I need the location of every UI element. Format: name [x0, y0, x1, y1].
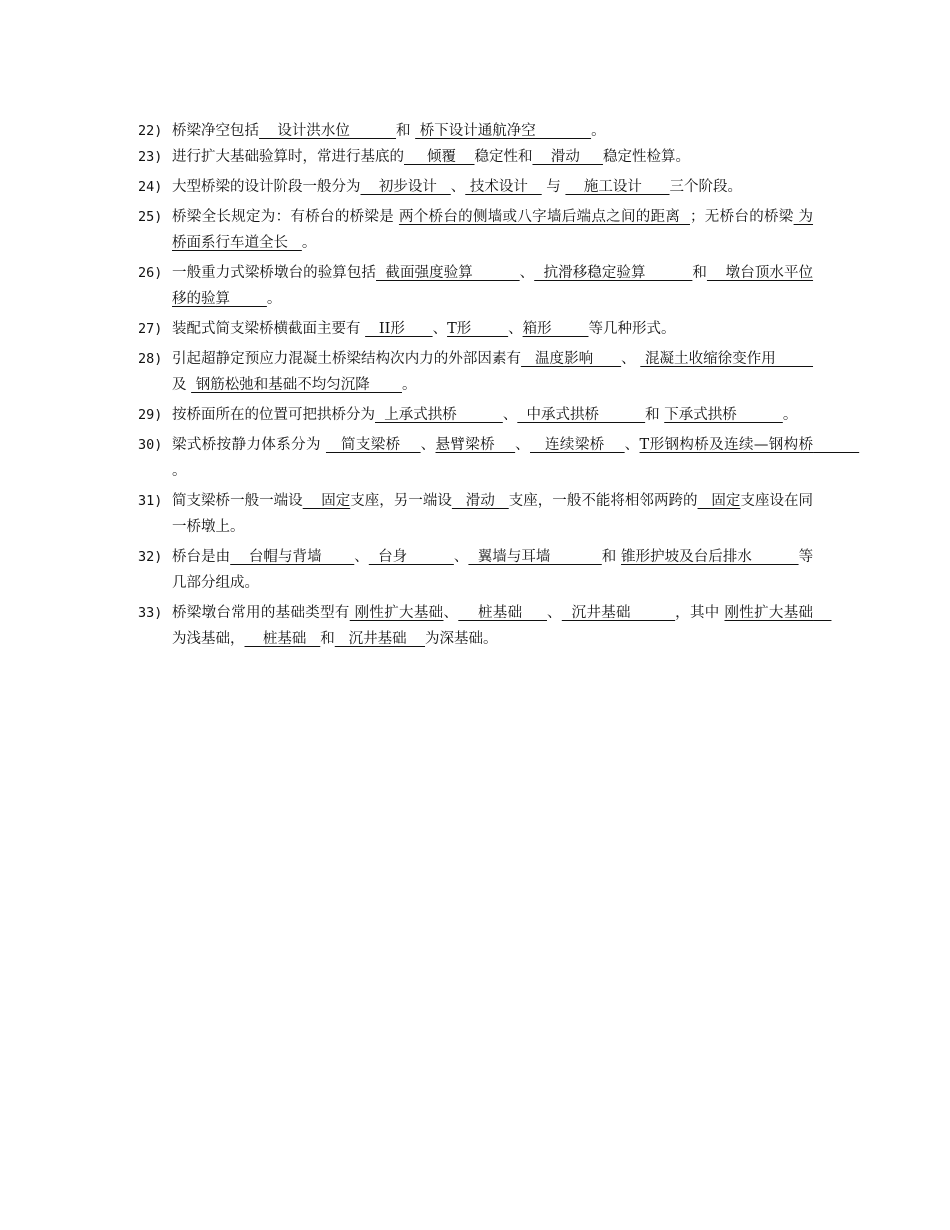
question-fragment: 与	[541, 179, 566, 195]
question-number: 33)	[138, 605, 163, 621]
question-text	[172, 488, 813, 540]
question-fragment: 按桥面所在的位置可把拱桥分为	[172, 407, 375, 423]
answer-blank: 沉井基础	[561, 605, 676, 621]
question-item	[138, 316, 813, 342]
question-number: 32)	[138, 549, 163, 565]
answer-blank: 桥下设计通航净空	[415, 123, 592, 139]
answer-blank: 连续梁桥	[530, 437, 625, 453]
question-item	[138, 432, 860, 484]
answer-blank: 技术设计	[465, 179, 542, 195]
question-number: 23)	[138, 149, 163, 165]
question-fragment: 支座，另一端设	[350, 493, 452, 509]
question-fragment: 。	[172, 463, 187, 479]
answer-blank: 倾覆	[404, 149, 475, 165]
question-item	[138, 144, 813, 170]
question-fragment: 桥台是由	[172, 549, 231, 565]
question-fragment: 。	[266, 291, 282, 307]
answer-blank: T形	[447, 321, 509, 337]
question-text	[172, 204, 813, 256]
question-fragment: 和	[396, 123, 416, 139]
question-list	[138, 118, 860, 656]
question-fragment: 、	[420, 437, 436, 453]
question-fragment: 为浅基础，	[172, 631, 245, 647]
question-fragment: 及	[172, 377, 192, 393]
question-fragment: 和	[601, 549, 621, 565]
question-number: 29)	[138, 407, 163, 423]
answer-blank: 初步设计	[360, 179, 451, 195]
question-text	[172, 402, 813, 428]
question-fragment: 简支梁桥一般一端设	[172, 493, 303, 509]
question-item	[138, 544, 813, 596]
question-fragment: 和	[320, 631, 335, 647]
question-fragment: ；无桥台的桥梁	[689, 209, 794, 225]
answer-blank: 钢筋松弛和基础不均匀沉降	[191, 377, 402, 393]
question-fragment: 等几部分组成。	[172, 549, 814, 591]
answer-blank: 截面强度验算	[376, 265, 520, 281]
question-fragment: ，其中	[675, 605, 725, 621]
question-text	[172, 260, 813, 312]
question-fragment: 。	[301, 235, 317, 251]
answer-blank: 简支梁桥	[325, 437, 421, 453]
question-fragment: 和	[692, 265, 707, 281]
question-item	[138, 402, 813, 428]
question-item	[138, 488, 813, 540]
answer-blank: 固定	[697, 493, 741, 509]
answer-blank: 上承式拱桥	[375, 407, 503, 423]
question-fragment: 、	[443, 605, 459, 621]
answer-blank: 悬臂梁桥	[435, 437, 516, 453]
question-fragment: 进行扩大基础验算时，常进行基底的	[172, 149, 404, 165]
answer-blank: 施工设计	[565, 179, 670, 195]
question-item	[138, 346, 813, 398]
question-number: 30)	[138, 437, 163, 453]
question-fragment: 梁式桥按静力体系分为	[172, 437, 326, 453]
question-fragment: 和	[645, 407, 665, 423]
question-fragment: 。	[782, 407, 798, 423]
answer-blank: II形	[365, 321, 433, 337]
answer-blank: 桩基础	[458, 605, 547, 621]
question-text	[172, 544, 813, 596]
answer-blank: 下承式拱桥	[664, 407, 783, 423]
question-fragment: 稳定性和	[474, 149, 533, 165]
question-number: 22)	[138, 123, 163, 139]
question-fragment: 桥梁全长规定为：有桥台的桥梁是	[172, 209, 399, 225]
answer-blank: 滑动	[451, 493, 509, 509]
question-fragment: 一般重力式梁桥墩台的验算包括	[172, 265, 377, 281]
answer-blank: 中承式拱桥	[517, 407, 646, 423]
question-number: 28)	[138, 351, 163, 367]
question-fragment: 为深基础。	[425, 631, 498, 647]
question-text	[172, 600, 832, 652]
question-fragment: 。	[591, 123, 606, 139]
question-fragment: 、	[519, 265, 535, 281]
question-item	[138, 260, 813, 312]
question-fragment: 、	[502, 407, 518, 423]
question-fragment: 、	[453, 549, 469, 565]
answer-blank: 台帽与背墙	[230, 549, 355, 565]
answer-blank: 锥形护坡及台后排水	[620, 549, 799, 565]
question-fragment: 稳定性检算。	[602, 149, 690, 165]
answer-blank: 温度影响	[521, 351, 622, 367]
answer-blank: 台身	[368, 549, 454, 565]
question-item	[138, 174, 813, 200]
question-fragment: 大型桥梁的设计阶段一般分为	[172, 179, 361, 195]
question-fragment: 。	[401, 377, 417, 393]
question-text	[172, 118, 813, 144]
question-fragment: 支座设在同一桥墩上。	[172, 493, 814, 535]
answer-blank: 固定	[302, 493, 351, 509]
answer-blank: 刚性扩大基础	[349, 605, 444, 621]
question-item	[138, 118, 813, 144]
answer-blank: 混凝土收缩徐变作用	[640, 351, 814, 367]
question-item	[138, 204, 813, 256]
question-text	[172, 346, 813, 398]
answer-blank: 翼墙与耳墙	[468, 549, 602, 565]
question-number: 27)	[138, 321, 163, 337]
question-fragment: 、	[621, 351, 641, 367]
answer-blank: 沉井基础	[334, 631, 426, 647]
question-number: 26)	[138, 265, 163, 281]
question-fragment: 引起超静定预应力混凝土桥梁结构次内力的外部因素有	[172, 351, 522, 367]
answer-blank: 抗滑移稳定验算	[534, 265, 693, 281]
answer-blank: T形钢构桥及连续—钢构桥	[639, 437, 860, 453]
question-text	[172, 144, 813, 170]
question-fragment: 桥梁墩台常用的基础类型有	[172, 605, 350, 621]
answer-blank: 刚性扩大基础	[724, 605, 832, 621]
question-fragment: 、	[624, 437, 640, 453]
answer-blank: 箱形	[522, 321, 589, 337]
answer-blank: 滑动	[532, 149, 603, 165]
question-text	[172, 174, 813, 200]
question-fragment: 等几种形式。	[588, 321, 676, 337]
question-number: 25)	[138, 209, 163, 225]
question-fragment: 、	[546, 605, 562, 621]
question-fragment: 三个阶段。	[669, 179, 743, 195]
question-fragment: 、	[515, 437, 531, 453]
question-text	[172, 432, 860, 484]
answer-blank: 墩台顶水平位移的验算	[172, 265, 814, 307]
question-number: 31)	[138, 493, 163, 509]
question-fragment: 支座，一般不能将相邻两跨的	[508, 493, 698, 509]
question-fragment: 、	[450, 179, 466, 195]
answer-blank: 为桥面系行车道全长	[172, 209, 814, 251]
question-fragment: 桥梁净空包括	[172, 123, 259, 139]
question-text	[172, 316, 813, 342]
answer-blank: 桩基础	[244, 631, 321, 647]
question-fragment: 、	[432, 321, 448, 337]
question-fragment: 、	[508, 321, 523, 337]
question-fragment: 、	[354, 549, 369, 565]
answer-blank: 两个桥台的侧墙或八字墙后端点之间的距离	[398, 209, 690, 225]
question-number: 24)	[138, 179, 163, 195]
answer-blank: 设计洪水位	[259, 123, 397, 139]
question-fragment: 装配式简支梁桥横截面主要有	[172, 321, 366, 337]
question-item	[138, 600, 832, 652]
